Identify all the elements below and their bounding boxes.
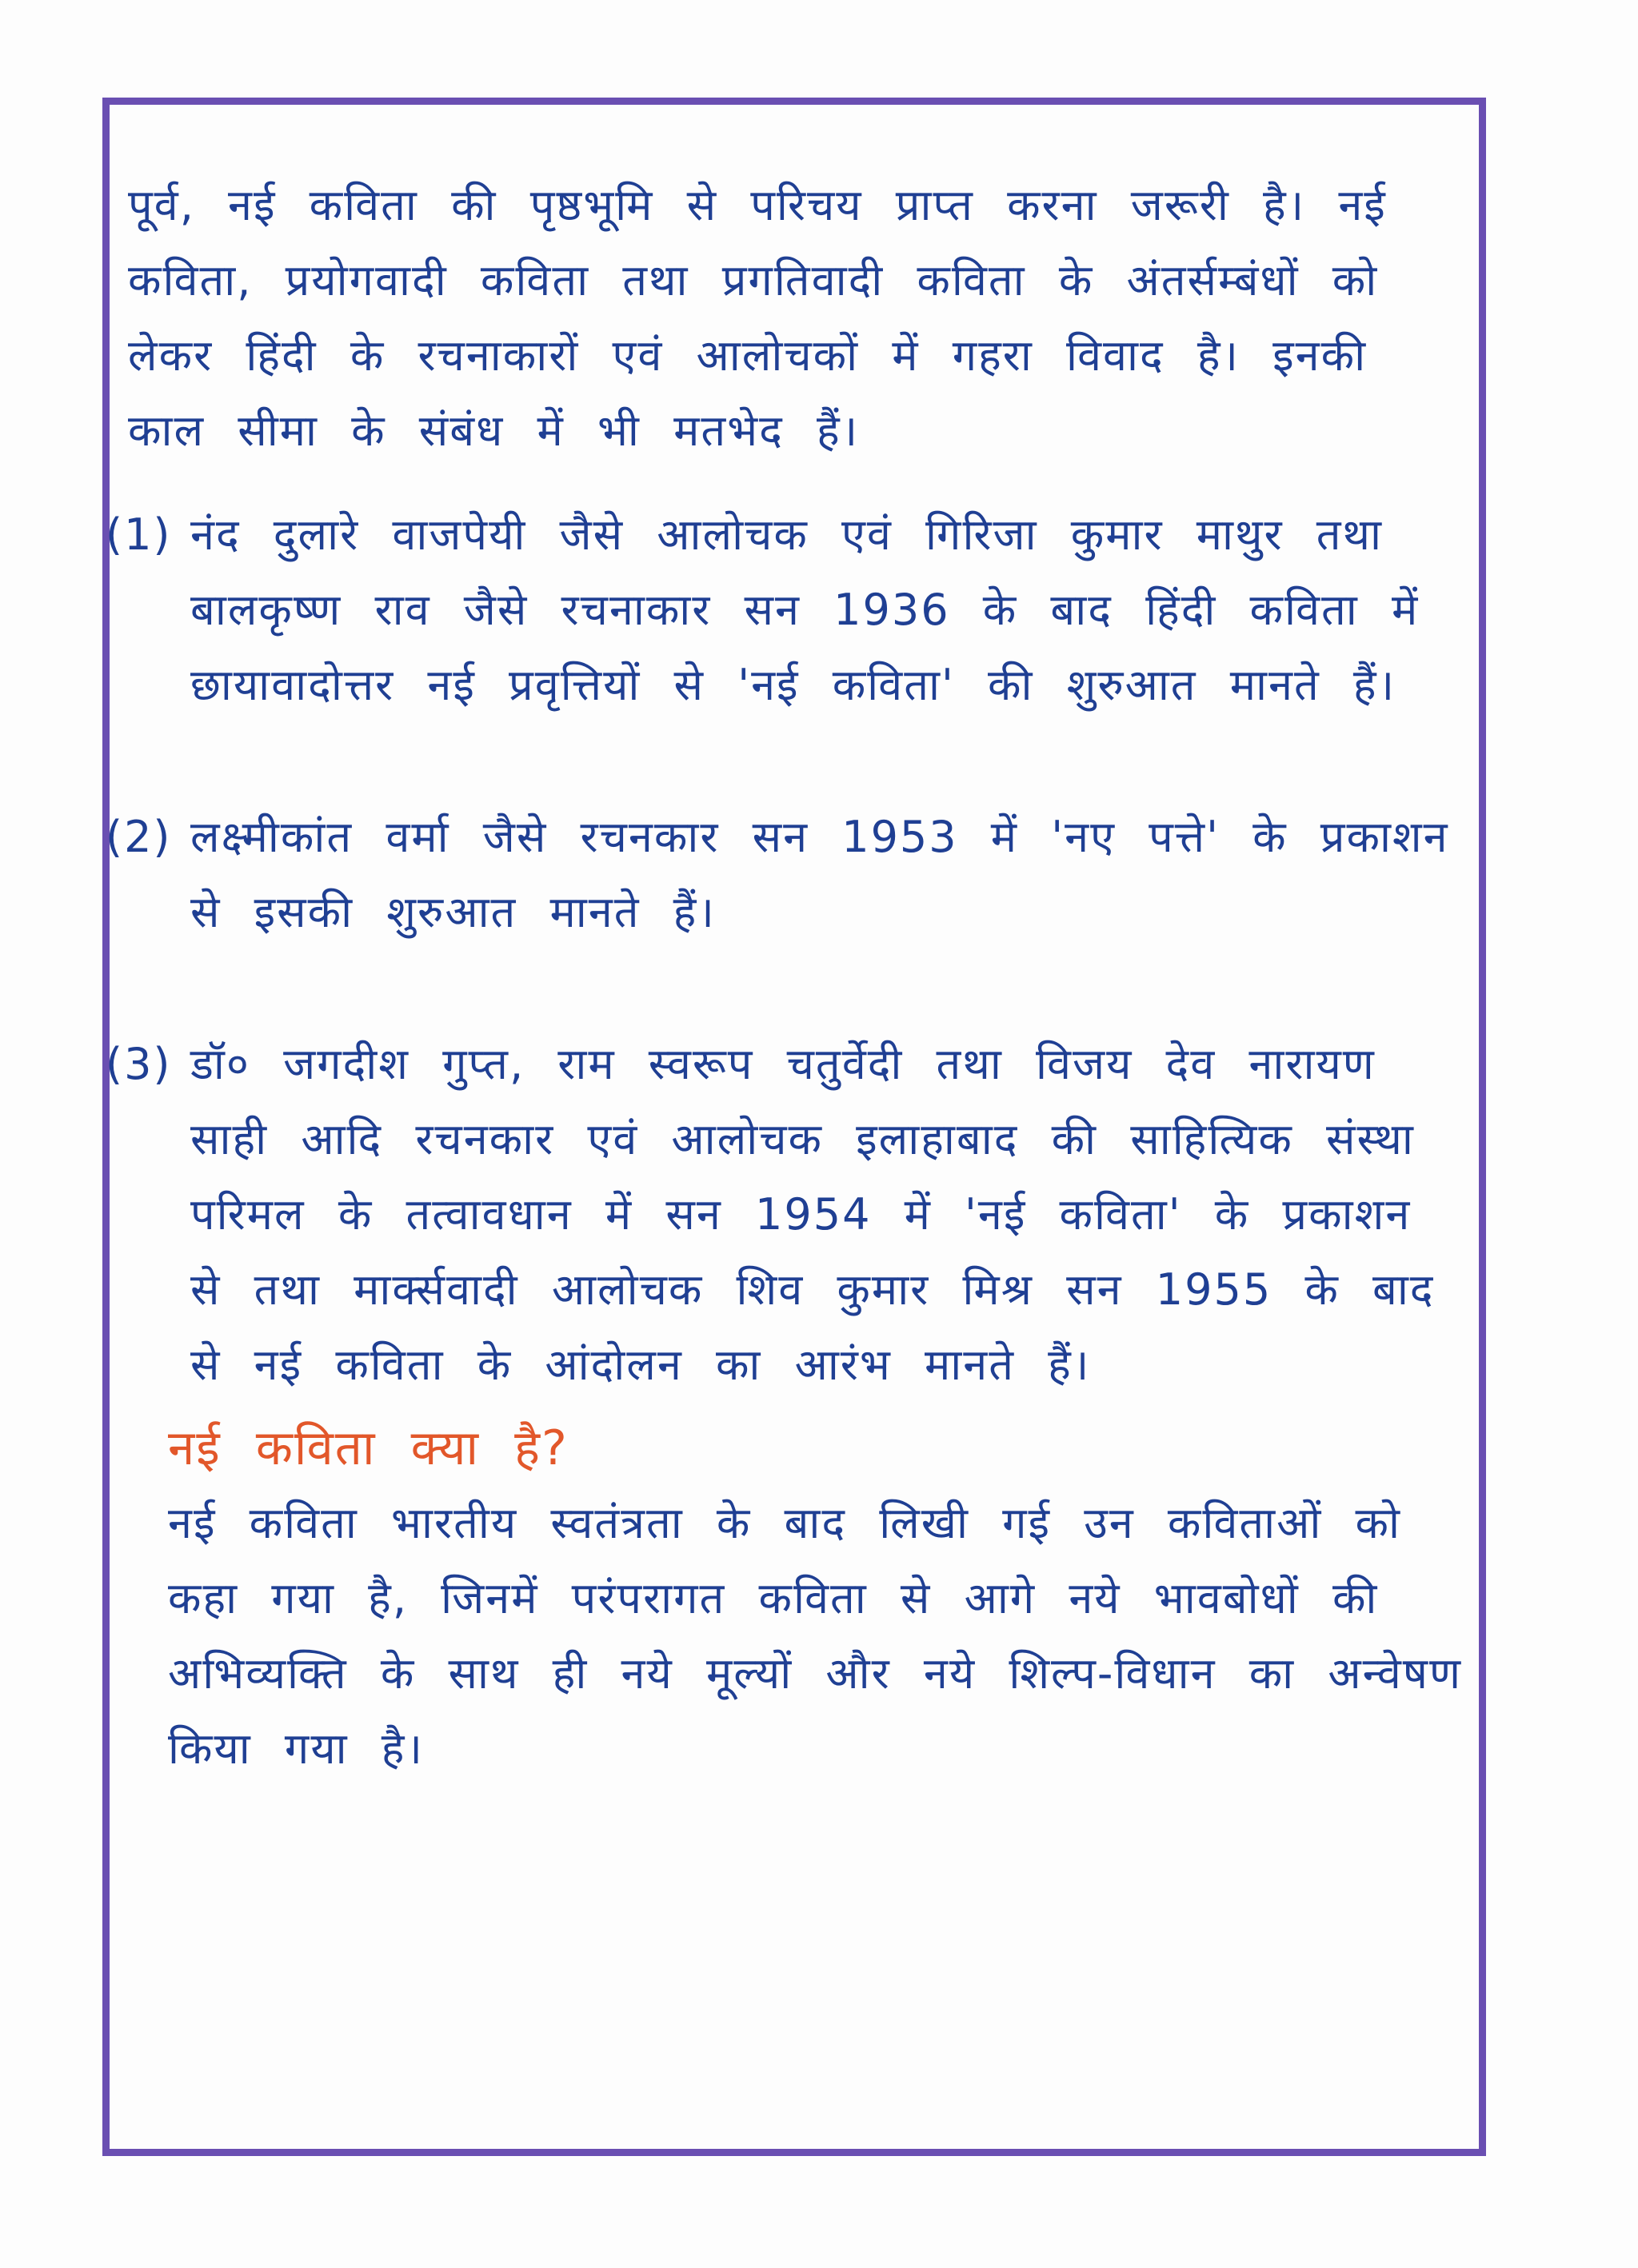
point-1-number: (1) xyxy=(106,509,172,560)
point-3 xyxy=(106,1027,1472,1403)
section-heading: नई कविता क्या है? xyxy=(168,1420,569,1476)
definition-paragraph: नई कविता भारतीय स्वतंत्रता के बाद लिखी गई उन कविताओं को कहा गया है, जिनमें परंपरागत कविता से आगे नये भावबोधों की अभिव्यक्ति के साथ ही नये मूल्यों और नये शिल्प-विधान का अन्वेषण किया गया है। xyxy=(168,1498,1463,1774)
point-2 xyxy=(106,800,1472,950)
point-2-text: लक्ष्मीकांत वर्मा जैसे रचनकार सन 1953 में 'नए पत्ते' के प्रकाशन से इसकी शुरुआत मानते हैं। xyxy=(190,812,1449,937)
intro-paragraph: पूर्व, नई कविता की पृष्ठभूमि से परिचय प्राप्त करना जरूरी है। नई कविता, प्रयोगवादी कविता तथा प्रगतिवादी कविता के अंतर्सम्बंधों को लेकर हिंदी के रचनाकारों एवं आलोचकों में गहरा विवाद है। इनकी काल सीमा के संबंध में भी मतभेद हैं। xyxy=(128,180,1387,456)
point-2-number: (2) xyxy=(106,812,172,862)
spacer xyxy=(128,950,1472,1027)
spacer xyxy=(128,469,1472,497)
point-3-text: डॉ० जगदीश गुप्त, राम स्वरूप चतुर्वेदी तथा विजय देव नारायण साही आदि रचनकार एवं आलोचक इलाहाबाद की साहित्यिक संस्था परिमल के तत्वावधान में सन 1954 में 'नई कविता' के प्रकाशन से तथा मार्क्सवादी आलोचक शिव कुमार मिश्र सन 1955 के बाद से नई कविता के आंदोलन का आरंभ मानते हैं। xyxy=(190,1039,1435,1390)
point-1-text: नंद दुलारे वाजपेयी जैसे आलोचक एवं गिरिजा कुमार माथुर तथा बालकृष्ण राव जैसे रचनाकार सन 1936 के बाद हिंदी कविता में छायावादोत्तर नई प्रवृत्तियों से 'नई कविता' की शुरुआत मानते हैं। xyxy=(190,509,1420,710)
point-3-number: (3) xyxy=(106,1039,172,1089)
point-1 xyxy=(106,497,1472,723)
handwritten-notes xyxy=(106,168,1472,1787)
spacer xyxy=(128,723,1472,800)
